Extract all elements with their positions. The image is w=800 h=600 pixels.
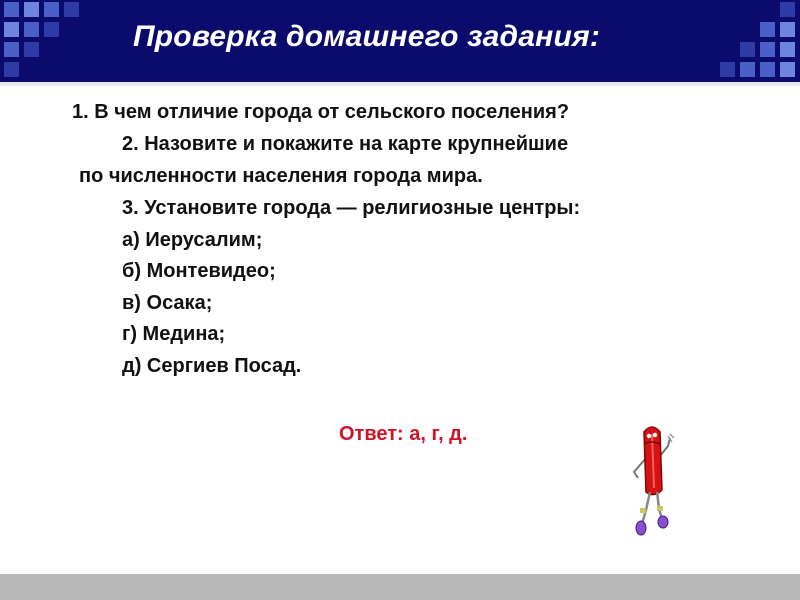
question-2-continued: по численности населения города мира.: [79, 165, 483, 187]
option-e: д) Сергиев Посад.: [122, 355, 302, 377]
slide-title: Проверка домашнего задания:: [133, 20, 601, 53]
option-b: б) Монтевидео;: [122, 260, 276, 282]
slide-footer-bar: [0, 574, 800, 600]
question-2: 2. Назовите и покажите на карте крупнейшие: [122, 133, 569, 155]
option-a: а) Иерусалим;: [122, 229, 263, 251]
option-c: в) Осака;: [122, 292, 213, 314]
question-1: 1. В чем отличие города от сельского поселения?: [72, 101, 570, 123]
answer-text: Ответ: а, г, д.: [339, 423, 468, 445]
running-pencil-mascot-icon: [626, 420, 676, 547]
option-d: г) Медина;: [122, 323, 226, 345]
question-3: 3. Установите города — религиозные центры:: [122, 197, 581, 219]
